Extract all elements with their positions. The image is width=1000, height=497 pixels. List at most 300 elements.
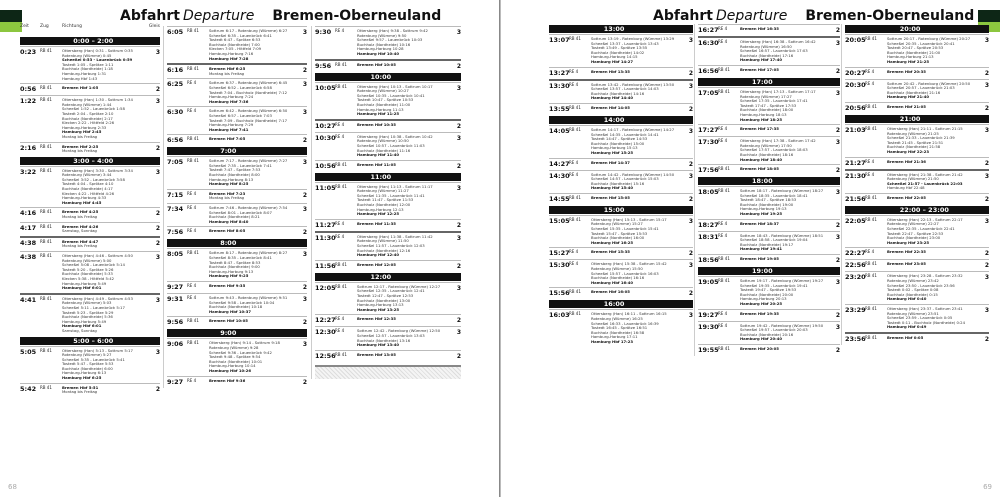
direction-stops — [357, 353, 453, 360]
departure-time: 19:30 — [698, 322, 719, 331]
departure-row — [20, 83, 160, 95]
direction-stops — [887, 105, 981, 112]
stop-line: Hamburg Hbf 11:40 — [357, 153, 399, 158]
departure-row — [315, 231, 461, 260]
departure-row — [20, 346, 160, 383]
departure-row — [315, 82, 461, 119]
train-line: RE 4 — [335, 233, 345, 239]
direction-stops — [62, 86, 152, 93]
track-number: 2 — [155, 144, 160, 152]
direction-stops — [591, 262, 685, 285]
train-line: RB 41 — [40, 97, 52, 103]
train-line: RB 41 — [865, 273, 877, 279]
hour-header: 7:00 — [167, 147, 307, 155]
stop-line: Hamburg Hbf 8:40 — [209, 219, 249, 224]
stop-line: Hamburg Hbf 10:40 — [357, 51, 399, 56]
footer-hatch — [315, 365, 461, 379]
train-line: RB 41 — [187, 340, 199, 346]
stop-line: Hamburg Hbf 20:40 — [740, 337, 782, 342]
train-line: RB 41 — [40, 253, 52, 258]
stop-line: Sottrum 6:37 - Rotenburg (Wümme) 6:45 — [209, 81, 288, 86]
hour-header: 11:00 — [315, 173, 461, 181]
stop-line: Buchholz (Nordheide) 9:00 — [209, 265, 260, 270]
departure-list — [20, 37, 160, 397]
train-line: RB 41 — [718, 188, 730, 194]
track-number: 2 — [984, 69, 989, 77]
direction-stops — [209, 229, 299, 236]
departure-row — [698, 65, 840, 77]
hour-header: 13:00 — [549, 25, 693, 33]
stop-line: Scheeßel 10:35 - Lauenbrück 10:41 — [357, 93, 425, 98]
stop-line: Buchholz (Nordheide) 23:00 — [887, 236, 941, 241]
track-number: 2 — [302, 319, 307, 327]
departure-time: 17:30 — [698, 138, 719, 147]
stop-line: Hamburg Hbf 16:25 — [591, 240, 633, 245]
stop-line: Hamburg-Harburg 20:13 — [740, 297, 787, 302]
stop-line: Rotenburg (Wümme) 11:27 — [357, 189, 409, 194]
direction-stops — [591, 218, 685, 246]
departure-row — [20, 95, 160, 141]
track-number: 3 — [302, 109, 307, 117]
direction-stops — [591, 83, 685, 101]
stop-line: Hamburg-Harburg 12:13 — [357, 207, 404, 212]
stop-line: Tostedt 5:47 - Sprötze 5:53 — [62, 362, 114, 367]
departure-row — [315, 219, 461, 231]
departure-row — [845, 247, 989, 259]
station-name: Bremen-Oberneuland — [805, 8, 975, 24]
departure-time: 17:27 — [698, 126, 719, 135]
stop-line: Klecken 4:22 - Hittfeld 4:26 — [62, 191, 115, 196]
direction-stops — [591, 106, 685, 113]
stop-line: Hamburg Hbf 22:23 — [887, 149, 929, 154]
stop-line: Buchholz (Nordheide) 21:58 — [887, 145, 941, 150]
departure-row — [315, 59, 461, 72]
train-line: RB 41 — [569, 126, 581, 132]
stop-line: Tostedt 13:49 - Sprötze 13:55 — [591, 46, 648, 51]
train-line: RE 4 — [718, 138, 728, 144]
stop-line: Sottrum 7:46 - Rotenburg (Wümme) 7:54 — [209, 206, 288, 211]
stop-line: Hamburg-Harburg 5:49 — [62, 319, 107, 324]
train-line: RB 41 — [187, 318, 199, 324]
train-line: RE 4 — [865, 68, 875, 74]
track-number: 3 — [835, 279, 840, 287]
stop-line: Ottersberg (Han) 10:13 - Sottrum 10:17 — [357, 84, 433, 89]
departure-time: 20:56 — [845, 103, 866, 112]
departure-row — [845, 169, 989, 193]
stop-line: Ottersberg (Han) 1:30 - Sottrum 1:34 — [62, 98, 133, 103]
track-number: 2 — [688, 250, 693, 258]
stop-line: Sottrum 14:42 - Rotenburg (Wümme) 14:50 — [591, 172, 675, 177]
stop-line: Bremen Hbf 13:05 — [357, 352, 396, 357]
train-line: RB 41 — [718, 166, 730, 172]
train-line: RE 4 — [718, 322, 728, 328]
title-english: Departure — [182, 8, 255, 24]
track-number: 3 — [456, 234, 461, 242]
stop-line: Bremen Hbf 17:35 — [740, 127, 779, 132]
departure-row — [698, 24, 840, 36]
departure-row — [549, 247, 693, 259]
stop-line: Bremen Hbf 9:35 — [209, 283, 246, 288]
departure-row — [549, 34, 693, 67]
departure-time: 15:56 — [549, 289, 570, 298]
departure-row — [698, 186, 840, 219]
stop-line: Scheeßel 23:59 - Lauenbrück 0:05 — [887, 316, 953, 321]
stop-line: Hamburg-Harburg 18:13 — [740, 112, 787, 117]
train-line: RB 41 — [40, 223, 52, 229]
stop-line: Hamburg-Harburg 7:16 — [209, 51, 254, 56]
stop-line: Bremen Hbf 2:25 — [62, 144, 99, 149]
stop-line: Ottersberg (Han) 5:13 - Sottrum 5:17 — [62, 348, 133, 353]
departure-row — [167, 134, 307, 146]
train-line: RB 41 — [569, 194, 581, 200]
stop-line: Tostedt 15:47 - Sprötze 15:53 — [591, 231, 648, 236]
departure-row — [315, 119, 461, 132]
stop-line: Tostedt 10:47 - Sprötze 10:53 — [357, 98, 414, 103]
stop-line: Bremen Hbf 11:35 — [357, 221, 396, 226]
direction-stops — [357, 235, 453, 258]
track-number: 3 — [302, 206, 307, 214]
stop-line: Hamburg-Harburg 2:33 — [62, 125, 107, 130]
stop-line: Rotenburg (Wümme) 21:25 — [887, 131, 939, 136]
stop-line: Ottersberg (Han) 15:38 - Sottrum 15:42 — [591, 262, 667, 267]
direction-stops — [357, 85, 453, 117]
train-line: RB 41 — [865, 103, 877, 109]
stop-line: Rotenburg (Wümme) 11:50 — [357, 239, 409, 244]
hour-header: 3:00 – 4:00 — [20, 157, 160, 165]
stop-line: Tostedt 2:04 - Sprötze 2:10 — [62, 111, 114, 116]
stop-line: Tostedt 0:02 - Sprötze 0:08 — [887, 288, 939, 293]
stop-line: Buchholz (Nordheide) 19:17 — [740, 242, 794, 247]
stop-line: Sottrum 6:42 - Rotenburg (Wümme) 6:50 — [209, 109, 288, 114]
stop-line: Scheeßel 19:35 - Lauenbrück 19:41 — [740, 283, 808, 288]
stop-line: Rotenburg (Wümme) 5:00 — [62, 258, 112, 263]
departure-row — [315, 350, 461, 362]
stop-line: Hamburg Hbf 13:25 — [357, 307, 399, 312]
stop-line: Montag bis Freitag — [62, 149, 98, 154]
stop-line: Buchholz (Nordheide) 20:16 — [740, 332, 794, 337]
departure-time: 19:27 — [698, 310, 719, 319]
stop-line: Scheeßel 7:35 - Lauenbrück 7:41 — [209, 163, 272, 168]
track-number: 2 — [302, 191, 307, 199]
stop-line: Bremen Hbf 16:05 — [591, 290, 630, 295]
direction-stops — [887, 37, 981, 65]
track-number: 3 — [456, 184, 461, 192]
direction-stops — [209, 67, 299, 76]
departure-time: 11:56 — [315, 261, 336, 270]
stop-line: Hamburg Hbf 14:40 — [591, 96, 633, 101]
departure-time: 6:30 — [167, 108, 184, 117]
departure-row — [698, 231, 840, 254]
track-number: 2 — [155, 86, 160, 94]
page-right — [500, 0, 1000, 497]
direction-stops — [62, 49, 152, 81]
direction-stops — [887, 196, 981, 203]
stop-line: Scheeßel 11:35 - Lauenbrück 11:41 — [357, 193, 425, 198]
track-number: 2 — [984, 195, 989, 203]
departure-row — [698, 309, 840, 321]
train-line: RE 4 — [718, 310, 728, 316]
direction-stops — [740, 90, 832, 122]
track-number: 3 — [155, 49, 160, 56]
stop-line: Tostedt 8:47 - Sprötze 8:53 — [209, 260, 261, 265]
stop-line: Samstag, Sonntag — [62, 328, 97, 333]
stop-line: Bremen Hbf 4:25 — [62, 210, 99, 215]
header-time: Zeit — [20, 24, 29, 29]
departure-time: 6:56 — [167, 136, 184, 145]
stop-line: Bremen Hbf 4:26 — [62, 224, 99, 229]
train-line: RB 41 — [335, 161, 347, 167]
departure-time: 3:22 — [20, 167, 37, 176]
stop-line: Rotenburg (Wümme) 15:50 — [591, 267, 643, 272]
track-number: 2 — [302, 283, 307, 291]
direction-stops — [357, 285, 453, 313]
track-number: 2 — [688, 160, 693, 168]
train-line: RE 4 — [718, 232, 728, 238]
stop-line: Rotenburg (Wümme) 10:50 — [357, 139, 409, 144]
departure-row — [845, 34, 989, 67]
departure-row — [167, 248, 307, 281]
departure-time: 19:05 — [698, 278, 719, 287]
train-line: RB 41 — [569, 104, 581, 110]
stop-line: Sottrum 20:42 - Rotenburg (Wümme) 20:50 — [887, 81, 971, 86]
departure-time: 17:56 — [698, 166, 719, 175]
train-line: RE 4 — [335, 316, 345, 322]
train-line: RE 4 — [335, 121, 345, 127]
direction-stops — [591, 70, 685, 77]
departure-list — [845, 25, 989, 345]
direction-stops — [740, 189, 832, 217]
stop-line: Scheeßel 6:35 - Lauenbrück 6:41 — [209, 33, 272, 38]
departure-row — [549, 103, 693, 115]
train-line: RB 41 — [335, 283, 347, 289]
direction-stops — [357, 135, 453, 158]
stop-line: Hamburg Hbf 22:48 — [887, 186, 925, 191]
stop-line: Rotenburg (Wümme) 21:50 — [887, 177, 939, 182]
departure-row — [845, 157, 989, 169]
train-line: RB 41 — [40, 167, 52, 173]
train-line: RE 4 — [569, 171, 579, 177]
departure-time: 9:56 — [315, 61, 332, 70]
stop-line: Tostedt 16:45 - Sprötze 16:51 — [591, 326, 648, 331]
departure-time: 4:16 — [20, 209, 37, 218]
stop-line: Rotenburg (Wümme) 5:27 — [62, 353, 112, 358]
stop-line: Scheeßel 5:08 - Lauenbrück 5:14 — [62, 263, 125, 268]
departure-row — [845, 67, 989, 79]
stop-line: Buchholz (Nordheide) 8:21 — [209, 215, 260, 220]
departure-time: 7:15 — [167, 190, 184, 199]
stop-line: Buchholz (Nordheide) 10:18 — [209, 305, 263, 310]
track-number: 2 — [155, 385, 160, 393]
track-number: 3 — [688, 262, 693, 270]
stop-line: Buchholz (Nordheide) 2:17 — [62, 116, 113, 121]
header-direction: Richtung — [62, 24, 83, 29]
departure-list — [315, 26, 461, 379]
train-line: RE 4 — [187, 190, 197, 196]
train-line: RB 41 — [569, 289, 581, 295]
stop-line: Hamburg Hbf 8:25 — [209, 182, 249, 187]
stop-line: Hamburg Hbf 7:28 — [209, 56, 249, 61]
departure-row — [315, 326, 461, 349]
departure-row — [698, 164, 840, 176]
departure-row — [698, 136, 840, 164]
stop-line: Hamburg Hbf 23:25 — [887, 240, 929, 245]
stop-line: Hamburg-Harburg 9:13 — [209, 269, 254, 274]
stop-line: Montag bis Freitag — [209, 196, 245, 201]
train-line: RE 4 — [569, 249, 579, 255]
direction-stops — [62, 349, 152, 381]
stop-line: Scheeßel 10:57 - Lauenbrück 11:03 — [357, 143, 425, 148]
direction-stops — [357, 317, 453, 324]
direction-stops — [209, 284, 299, 291]
departure-time: 15:27 — [549, 249, 570, 258]
track-number: 2 — [688, 105, 693, 113]
departure-list — [549, 25, 693, 347]
train-line: RE 4 — [187, 228, 197, 234]
departure-row — [698, 276, 840, 309]
stop-line: Bremen Hbf 18:37 — [740, 221, 779, 226]
hour-header: 0:00 – 2:00 — [20, 37, 160, 45]
direction-stops — [887, 336, 981, 343]
stop-line: Ottersberg (Han) 9:38 - Sottrum 9:42 — [357, 29, 428, 33]
departure-row — [549, 287, 693, 299]
stop-line: Hamburg Hbf 4:45 — [62, 200, 102, 205]
timetable-column-2 — [163, 26, 307, 388]
departure-time: 4:38 — [20, 253, 37, 261]
departure-time: 18:27 — [698, 220, 719, 229]
stop-line: Scheeßel 23:50 - Lauenbrück 23:56 — [887, 283, 955, 288]
departure-row — [315, 260, 461, 272]
departure-time: 10:27 — [315, 121, 336, 130]
stop-line: Buchholz (Nordheide) 11:16 — [357, 148, 411, 153]
track-number: 3 — [302, 81, 307, 89]
stop-line: Scheeßel 14:35 - Lauenbrück 14:41 — [591, 132, 659, 137]
stop-line: Hamburg Hbf 20:25 — [740, 302, 782, 306]
track-number: 2 — [984, 335, 989, 343]
stop-line: Bremen Hbf 22:35 — [887, 250, 926, 255]
track-number: 3 — [984, 172, 989, 180]
hour-header: 19:00 — [698, 267, 840, 275]
direction-stops — [357, 29, 453, 57]
track-number: 3 — [835, 89, 840, 97]
track-number: 3 — [984, 126, 989, 134]
stop-line: Montag bis Freitag — [209, 71, 245, 76]
stop-line: Scheeßel 19:57 - Lauenbrück 20:03 — [740, 328, 808, 333]
header-train: Zug — [40, 24, 49, 29]
direction-stops — [62, 98, 152, 139]
stop-line: Scheeßel 8:35 - Lauenbrück 8:41 — [209, 256, 272, 260]
stop-line: Bremen Hbf 23:05 — [887, 262, 926, 267]
stop-line: Hamburg Hbf 10:26 — [209, 368, 251, 373]
departure-time: 9:31 — [167, 294, 184, 303]
hour-header: 10:00 — [315, 73, 461, 81]
direction-stops — [209, 192, 299, 201]
stop-line: Ottersberg (Han) 23:28 - Sottrum 23:32 — [887, 274, 963, 279]
departure-row — [549, 193, 693, 205]
departure-time: 19:55 — [698, 345, 719, 354]
stop-line: Scheeßel 15:57 - Lauenbrück 16:03 — [591, 271, 659, 276]
stop-line: Ottersberg (Han) 17:38 - Sottrum 17:42 — [740, 139, 816, 144]
departure-time: 4:17 — [20, 223, 37, 232]
track-number: 3 — [456, 134, 461, 142]
track-number: 3 — [302, 159, 307, 167]
direction-stops — [591, 312, 685, 344]
direction-stops — [591, 290, 685, 297]
departure-time: 2:16 — [20, 143, 37, 152]
departure-row — [698, 321, 840, 344]
stop-line: Rotenburg (Wümme) 17:27 — [740, 94, 792, 99]
train-line: RB 41 — [40, 48, 52, 53]
departure-row — [549, 215, 693, 248]
stop-line: Sottrum 12:42 - Rotenburg (Wümme) 12:50 — [357, 329, 441, 334]
stop-line: Hamburg Hbf 21:25 — [887, 59, 929, 64]
track-number: 2 — [835, 311, 840, 319]
departure-row — [549, 125, 693, 158]
direction-stops — [887, 82, 981, 100]
departure-row — [549, 259, 693, 287]
hour-header: 20:00 — [845, 25, 989, 33]
departure-row — [167, 78, 307, 106]
track-number: 2 — [835, 221, 840, 229]
departure-row — [167, 338, 307, 375]
train-line: RB 41 — [187, 136, 199, 142]
departure-row — [549, 309, 693, 346]
direction-stops — [887, 307, 981, 330]
direction-stops — [740, 347, 832, 354]
departure-row — [315, 282, 461, 315]
stop-line: Bremen Hbf 21:36 — [887, 159, 926, 164]
departure-time: 23:20 — [845, 273, 866, 282]
departure-row — [698, 124, 840, 136]
stop-line: Ottersberg (Han) 16:11 - Sottrum 16:15 — [591, 312, 667, 317]
track-number: 2 — [456, 352, 461, 360]
direction-stops — [887, 262, 981, 269]
hour-header: 17:00 — [698, 78, 840, 86]
departure-row — [698, 36, 840, 65]
departure-time: 14:55 — [549, 194, 570, 203]
departure-time: 5:42 — [20, 384, 37, 393]
stop-line: Scheeßel 6:57 - Lauenbrück 7:03 — [209, 113, 272, 118]
stop-line: Scheeßel 13:57 - Lauenbrück 14:03 — [591, 87, 659, 92]
direction-stops — [740, 167, 832, 174]
stop-line: Hamburg Hbf 7:41 — [209, 127, 249, 132]
stop-line: Bremen Hbf 7:23 — [209, 191, 246, 196]
departure-row — [20, 142, 160, 156]
stop-line: Klecken 5:38 - Hittfeld 5:42 — [62, 276, 115, 281]
stop-line: Bremen Hbf 7:05 — [209, 137, 246, 142]
stop-line: Sottrum 6:17 - Rotenburg (Wümme) 6:27 — [209, 29, 288, 33]
direction-stops — [591, 196, 685, 203]
train-line: RB 41 — [40, 295, 52, 301]
stop-line: Buchholz (Nordheide) 12:00 — [357, 203, 411, 208]
departure-time: 9:30 — [315, 28, 332, 36]
stop-line: Sottrum 19:42 - Rotenburg (Wümme) 19:50 — [740, 323, 824, 328]
train-line: RE 4 — [187, 377, 197, 383]
stop-line: Hamburg-Harburg 19:13 — [740, 207, 787, 212]
hour-header: 15:00 — [549, 206, 693, 214]
track-number: 2 — [835, 167, 840, 175]
stop-line: Tostedt 21:45 - Sprötze 21:51 — [887, 140, 944, 145]
departure-row — [845, 79, 989, 102]
stop-line: Bremen Hbf 19:35 — [740, 311, 779, 316]
direction-stops — [887, 70, 981, 77]
stop-line: Hamburg Hbf 18:40 — [740, 157, 782, 162]
track-number: 3 — [835, 189, 840, 197]
stop-line: Rotenburg (Wümme) 22:27 — [887, 222, 939, 227]
stop-line: Tostedt 22:47 - Sprötze 22:53 — [887, 231, 944, 236]
direction-stops — [209, 206, 299, 224]
stop-line: Hamburg Hbf 18:25 — [740, 117, 782, 122]
stop-line: Hamburg Hbf 14:27 — [591, 59, 633, 64]
